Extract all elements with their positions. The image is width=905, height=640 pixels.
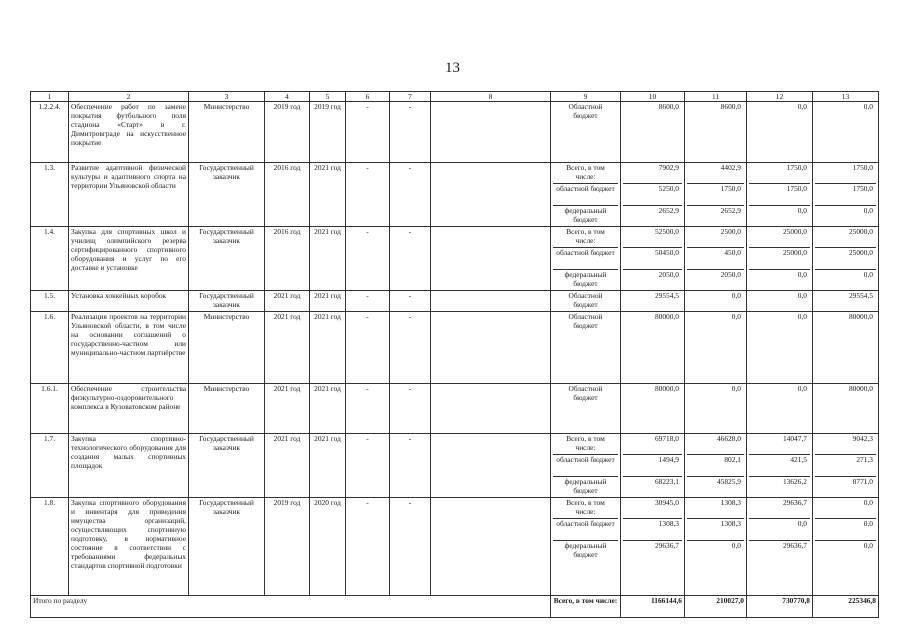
row-start-year: 2021 год (265, 434, 310, 498)
value-col-10-cell (621, 291, 685, 312)
row-start-year: 2021 год (265, 384, 310, 434)
column-header: 11 (685, 92, 747, 102)
value-col-11: 0,0 (731, 312, 741, 322)
total-col-10: 1166144,6 (621, 596, 685, 618)
row-col-8 (431, 227, 551, 291)
value-col-13: 25000,0 (815, 247, 876, 269)
row-end-year: 2021 год (310, 312, 346, 384)
row-end-year: 2019 год (310, 102, 346, 163)
funding-source-cell (551, 312, 621, 384)
value-col-13: 80000,0 (848, 312, 873, 322)
value-col-11: 0,0 (731, 384, 741, 394)
value-col-10: 68223,1 (623, 476, 682, 497)
value-col-12: 29636,7 (782, 498, 807, 508)
row-col-7: - (390, 384, 431, 434)
row-col-6: - (346, 163, 390, 227)
value-col-11: 0,0 (687, 540, 744, 561)
value-col-10: 2652,9 (623, 205, 682, 226)
value-col-13: 1750,0 (852, 163, 873, 173)
value-col-13: 0,0 (815, 540, 876, 561)
value-col-13-cell (813, 102, 879, 163)
page-number: 13 (445, 60, 460, 76)
value-col-11-cell (685, 498, 747, 596)
row-name: Реализация проектов на территории Ульяновской области, в том числе на основании соглашений о государственно-частном или муниципально-частном партнёрстве (69, 312, 189, 384)
value-col-11: 802,1 (687, 454, 744, 476)
table-row (31, 291, 879, 312)
value-col-13-cell (813, 434, 879, 498)
value-col-10-cell (621, 434, 685, 498)
value-col-12: 13626,2 (749, 476, 810, 497)
value-col-13: 271,3 (815, 454, 876, 476)
row-col-8 (431, 291, 551, 312)
value-col-12: 14047,7 (782, 434, 807, 444)
value-col-12: 0,0 (797, 384, 807, 394)
row-col-6: - (346, 434, 390, 498)
row-col-7: - (390, 434, 431, 498)
funding-source: федеральный бюджет (553, 269, 618, 290)
value-col-13: 1750,0 (815, 183, 876, 205)
value-col-11-cell (685, 163, 747, 227)
table-row (31, 384, 879, 434)
row-number: 1.8. (31, 498, 69, 596)
table-row (31, 163, 879, 227)
row-col-6: - (346, 291, 390, 312)
row-col-6: - (346, 498, 390, 596)
row-start-year: 2016 год (265, 227, 310, 291)
value-col-11: 4402,9 (720, 163, 741, 173)
table-row (31, 312, 879, 384)
value-col-12: 0,0 (797, 291, 807, 301)
funding-source-cell (551, 163, 621, 227)
value-col-12: 0,0 (797, 102, 807, 112)
row-col-7: - (390, 312, 431, 384)
row-name: Обеспечение строительства физкультурно-оздоровительного комплекса в Кузоватовском районе (69, 384, 189, 434)
value-col-11: 450,0 (687, 247, 744, 269)
funding-source-cell (551, 102, 621, 163)
table-header-row (31, 92, 879, 102)
row-end-year: 2021 год (310, 227, 346, 291)
row-col-8 (431, 102, 551, 163)
value-col-13-cell (813, 312, 879, 384)
value-col-12: 29636,7 (749, 540, 810, 561)
row-name: Обеспечение работ по замене покрытия футбольного поля стадиона «Старт» в г. Димитровграде на искусственное покрытие (69, 102, 189, 163)
value-col-12: 0,0 (749, 518, 810, 540)
funding-source: Областной бюджет (568, 384, 603, 403)
funding-source: Всего, в том числе: (566, 227, 605, 246)
column-header: 7 (390, 92, 431, 102)
row-col-8 (431, 312, 551, 384)
row-col-8 (431, 498, 551, 596)
value-col-12: 0,0 (749, 205, 810, 226)
total-col-13: 225346,8 (813, 596, 879, 618)
column-header: 9 (551, 92, 621, 102)
row-name: Развитие адаптивной физической культуры и адаптивного спорта на территории Ульяновской области (69, 163, 189, 227)
value-col-12-cell (747, 102, 813, 163)
row-col-7: - (390, 102, 431, 163)
value-col-12: 0,0 (749, 269, 810, 290)
funding-source-cell (551, 227, 621, 291)
column-header: 12 (747, 92, 813, 102)
column-header: 13 (813, 92, 879, 102)
value-col-12-cell (747, 291, 813, 312)
row-col-6: - (346, 102, 390, 163)
funding-source: Всего, в том числе: (566, 434, 605, 453)
value-col-12: 25000,0 (749, 247, 810, 269)
column-header: 5 (310, 92, 346, 102)
budget-table (30, 91, 879, 618)
column-header: 10 (621, 92, 685, 102)
value-col-11: 1750,0 (687, 183, 744, 205)
total-label: Итого по разделу (31, 596, 551, 618)
row-executor: Государственный заказчик (189, 163, 265, 227)
row-number: 1.4. (31, 227, 69, 291)
row-name: Установка хоккейных коробок (69, 291, 189, 312)
row-executor: Государственный заказчик (189, 227, 265, 291)
row-col-7: - (390, 498, 431, 596)
column-header: 3 (189, 92, 265, 102)
funding-source: федеральный бюджет (553, 540, 618, 561)
value-col-13: 8771,0 (815, 476, 876, 497)
row-col-6: - (346, 312, 390, 384)
row-number: 1.6.1. (31, 384, 69, 434)
row-executor: Государственный заказчик (189, 434, 265, 498)
row-executor: Министерство (189, 102, 265, 163)
row-start-year: 2019 год (265, 102, 310, 163)
funding-source: областной бюджет (553, 454, 618, 476)
value-col-10: 1308,3 (623, 518, 682, 540)
value-col-10-cell (621, 312, 685, 384)
funding-source-cell (551, 384, 621, 434)
value-col-13: 9042,3 (852, 434, 873, 444)
value-col-11: 0,0 (731, 291, 741, 301)
value-col-10-cell (621, 498, 685, 596)
funding-source-cell (551, 434, 621, 498)
value-col-13: 29554,5 (848, 291, 873, 301)
row-number: 1.6. (31, 312, 69, 384)
value-col-12-cell (747, 312, 813, 384)
value-col-11-cell (685, 102, 747, 163)
row-name: Закупка для спортивных школ и училищ олимпийского резерва сертифицированного спортивного оборудования и услуг по его доставке и установке (69, 227, 189, 291)
value-col-10: 29636,7 (623, 540, 682, 561)
funding-source: Всего, в том числе: (566, 498, 605, 517)
row-number: 1.5. (31, 291, 69, 312)
value-col-13: 0,0 (815, 518, 876, 540)
row-col-7: - (390, 227, 431, 291)
value-col-11-cell (685, 434, 747, 498)
column-header: 8 (431, 92, 551, 102)
value-col-12: 25000,0 (782, 227, 807, 237)
row-start-year: 2021 год (265, 291, 310, 312)
value-col-12-cell (747, 227, 813, 291)
value-col-12-cell (747, 498, 813, 596)
total-row (31, 596, 879, 618)
value-col-11: 8600,0 (720, 102, 741, 112)
row-end-year: 2021 год (310, 163, 346, 227)
value-col-10-cell (621, 163, 685, 227)
row-end-year: 2021 год (310, 384, 346, 434)
value-col-12-cell (747, 163, 813, 227)
value-col-10: 69718,0 (654, 434, 679, 444)
funding-source: Областной бюджет (568, 312, 603, 331)
value-col-13-cell (813, 291, 879, 312)
value-col-13-cell (813, 384, 879, 434)
funding-source: Всего, в том числе: (566, 163, 605, 182)
total-col-12: 730770,8 (747, 596, 813, 618)
value-col-10: 2050,0 (623, 269, 682, 290)
value-col-13: 0,0 (863, 498, 873, 508)
value-col-10: 7902,9 (658, 163, 679, 173)
table-row (31, 102, 879, 163)
value-col-11-cell (685, 291, 747, 312)
value-col-10: 1494,9 (623, 454, 682, 476)
column-header: 1 (31, 92, 69, 102)
value-col-10-cell (621, 384, 685, 434)
value-col-11-cell (685, 227, 747, 291)
funding-source-cell (551, 291, 621, 312)
row-start-year: 2019 год (265, 498, 310, 596)
value-col-12-cell (747, 434, 813, 498)
value-col-10: 52500,0 (654, 227, 679, 237)
row-end-year: 2021 год (310, 434, 346, 498)
value-col-13-cell (813, 163, 879, 227)
funding-source-cell (551, 498, 621, 596)
value-col-11: 45825,9 (687, 476, 744, 497)
row-col-8 (431, 384, 551, 434)
value-col-13: 80000,0 (848, 384, 873, 394)
value-col-12: 421,5 (749, 454, 810, 476)
column-header: 2 (69, 92, 189, 102)
table-row (31, 227, 879, 291)
table-row (31, 434, 879, 498)
value-col-10: 30945,0 (654, 498, 679, 508)
row-end-year: 2020 год (310, 498, 346, 596)
funding-source: федеральный бюджет (553, 205, 618, 226)
total-source: Всего, в том числе: (551, 596, 621, 618)
row-col-7: - (390, 291, 431, 312)
row-start-year: 2021 год (265, 312, 310, 384)
funding-source: областной бюджет (553, 183, 618, 205)
value-col-11-cell (685, 384, 747, 434)
value-col-12: 0,0 (797, 312, 807, 322)
value-col-10: 80000,0 (654, 312, 679, 322)
value-col-12-cell (747, 384, 813, 434)
value-col-11: 2050,0 (687, 269, 744, 290)
value-col-10: 50450,0 (623, 247, 682, 269)
row-executor: Государственный заказчик (189, 291, 265, 312)
column-header: 6 (346, 92, 390, 102)
value-col-11: 46628,0 (716, 434, 741, 444)
row-start-year: 2016 год (265, 163, 310, 227)
table-row (31, 498, 879, 596)
value-col-11: 1308,3 (687, 518, 744, 540)
row-col-6: - (346, 227, 390, 291)
funding-source: областной бюджет (553, 518, 618, 540)
row-name: Закупка спортивно-технологического оборудования для создания малых спортивных площадок (69, 434, 189, 498)
value-col-12: 1750,0 (786, 163, 807, 173)
value-col-13-cell (813, 227, 879, 291)
value-col-10: 5250,0 (623, 183, 682, 205)
row-number: 1.2.2.4. (31, 102, 69, 163)
row-col-7: - (390, 163, 431, 227)
column-header: 4 (265, 92, 310, 102)
row-executor: Государственный заказчик (189, 498, 265, 596)
value-col-11: 2652,9 (687, 205, 744, 226)
total-col-11: 210027,0 (685, 596, 747, 618)
row-col-6: - (346, 384, 390, 434)
funding-source: Областной бюджет (568, 291, 603, 310)
row-end-year: 2021 год (310, 291, 346, 312)
value-col-11-cell (685, 312, 747, 384)
value-col-13: 25000,0 (848, 227, 873, 237)
value-col-10-cell (621, 227, 685, 291)
funding-source: областной бюджет (553, 247, 618, 269)
value-col-13: 0,0 (815, 269, 876, 290)
value-col-10: 80000,0 (654, 384, 679, 394)
row-col-8 (431, 434, 551, 498)
row-col-8 (431, 163, 551, 227)
value-col-10: 8600,0 (658, 102, 679, 112)
row-number: 1.7. (31, 434, 69, 498)
row-executor: Министерство (189, 312, 265, 384)
value-col-13: 0,0 (863, 102, 873, 112)
row-executor: Министерство (189, 384, 265, 434)
value-col-11: 2500,0 (720, 227, 741, 237)
value-col-10: 29554,5 (654, 291, 679, 301)
row-name: Закупка спортивного оборудования и инвентаря для приведения имущества организаций, осуществляющих спортивную подготовку, в нормативное состояние в соответствии с требованиями федеральных стандартов спортивной подготовки (69, 498, 189, 596)
funding-source: Областной бюджет (568, 102, 603, 121)
value-col-10-cell (621, 102, 685, 163)
value-col-13: 0,0 (815, 205, 876, 226)
row-number: 1.3. (31, 163, 69, 227)
value-col-11: 1308,3 (720, 498, 741, 508)
value-col-12: 1750,0 (749, 183, 810, 205)
funding-source: федеральный бюджет (553, 476, 618, 497)
value-col-13-cell (813, 498, 879, 596)
